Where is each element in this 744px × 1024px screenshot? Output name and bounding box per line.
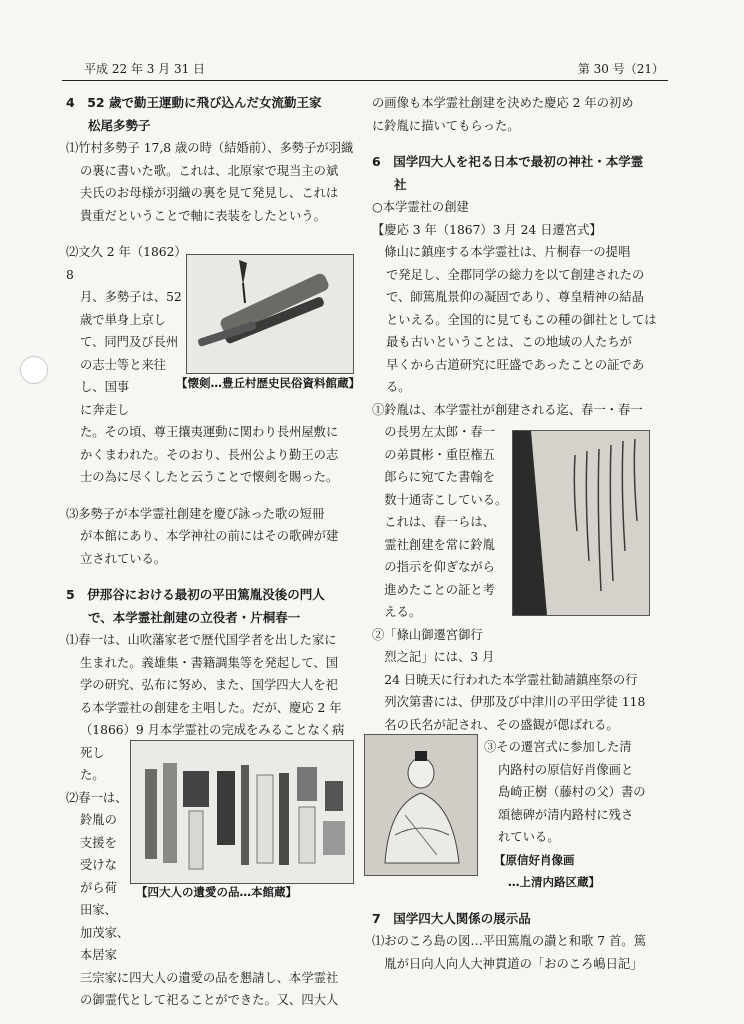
text-line: 加茂家、 — [80, 925, 130, 940]
subheading-creation: ○本学霊社の創建 — [372, 200, 469, 214]
text-line: る本学霊社の創建を主唱した。だが、慶応 2 年 — [80, 700, 342, 715]
paragraph-5 — [66, 787, 136, 967]
text-line: 進めたことの証と考 — [372, 582, 495, 597]
text-line: の弟貫彬・重臣権五 — [372, 447, 495, 462]
text-line: がら荷 — [80, 880, 117, 895]
section-6-subtitle: 社 — [394, 176, 407, 192]
paragraph-top — [372, 92, 672, 137]
text-line: ③その遷宮式に参加した清 — [484, 740, 632, 754]
text-line: の志士等と来往 — [80, 357, 167, 372]
portrait-caption-2: …上清内路区蔵】 — [508, 875, 600, 889]
text-line: 霊社創建を常に鈴胤 — [372, 537, 495, 552]
text-line: て、同門及び長州 — [80, 335, 179, 349]
text-line: に奔走し — [80, 402, 130, 417]
dagger-caption: 【懐剣…豊丘村歴史民俗資料館蔵】 — [176, 376, 360, 390]
paragraph-3 — [66, 503, 356, 571]
text-line: ⑵春一は、 — [66, 790, 128, 805]
text-line: 士の為に尽くしたと云うことで懐剣を賜った。 — [80, 470, 339, 484]
text-line: える。 — [372, 605, 422, 619]
text-line: 三宗家に四大人の遺愛の品を懇請し、本学霊社 — [80, 970, 339, 985]
text-line: れている。 — [498, 830, 560, 844]
text-line: 島崎正樹（藤村の父）書の — [498, 785, 646, 799]
section-4-title: 4 52 歳で勤王運動に飛び込んだ女流勤王家 — [66, 95, 322, 110]
text-line: といえる。全国的に見てもこの種の御社としては — [386, 312, 657, 327]
text-line: ⑴おのころ島の図…平田篤胤の讃と和歌 7 首。篤 — [372, 934, 646, 948]
text-line: 早くから古道研究に旺盛であったことの証であ — [386, 357, 645, 372]
section-5-subtitle: で、本学霊社創建の立役者・片桐春一 — [88, 609, 301, 625]
text-line: に鈴胤に描いてもらった。 — [372, 118, 520, 133]
text-line: の指示を仰ぎながら — [372, 560, 495, 574]
section-5-title: 5 伊那谷における最初の平田篤胤没後の門人 — [66, 587, 325, 602]
text-line: 鈴胤の — [80, 813, 117, 827]
text-line: し、国事 — [80, 380, 130, 394]
text-line: 受けな — [80, 858, 117, 872]
text-line: （1866）9 月本学霊社の完成をみることなく病死し — [80, 723, 345, 760]
text-line: 貴重だということで軸に表装をしたという。 — [80, 208, 326, 223]
subheading-ceremony: 【慶応 3 年（1867）3 月 24 日遷宮式】 — [372, 222, 602, 237]
text-line: 烈之記」には、3 月 — [372, 650, 495, 664]
paragraph-2 — [66, 241, 186, 421]
text-line: 立されている。 — [80, 551, 167, 566]
text-line: ⑴春一は、山吹藩家老で歴代国学者を出した家に — [66, 633, 337, 647]
text-line: 郎らに宛てた書翰を — [372, 470, 495, 484]
text-line: で、師篤胤景仰の凝固であり、尊皇精神の結晶 — [386, 290, 644, 304]
paragraph-8 — [372, 624, 672, 737]
artifacts-caption: 【四大人の遺愛の品…本館蔵】 — [136, 885, 297, 899]
text-line: 数十通寄こしている。 — [372, 492, 508, 507]
section-7-title: 7 国学四大人関係の展示品 — [372, 910, 531, 926]
text-line: 24 日暁天に行われた本学霊社勧請鎮座祭の行 — [372, 672, 638, 687]
text-line: 胤が日向人向人大神貫道の「おのころ嶋日記」 — [372, 956, 643, 971]
paragraph-1 — [66, 137, 356, 227]
text-line: 夫氏のお母様が羽織の裏を見て発見し、これは — [80, 186, 339, 200]
text-line: た。 — [80, 768, 105, 782]
text-line: 歳で単身上京し — [80, 312, 167, 327]
portrait-photo — [364, 734, 478, 876]
section-6-title: 6 国学四大人を祀る日本で最初の神社・本学霊 — [372, 154, 644, 169]
text-line: 名の氏名が記され、その盛観が偲ばれる。 — [372, 717, 619, 732]
text-line: ①鈴胤は、本学霊社が創建される迄、春一・春一 — [372, 402, 643, 417]
text-line: で発足し、全郡同学の総力を以て創建されたの — [386, 267, 645, 282]
letter-photo — [512, 430, 650, 616]
paragraph-10 — [372, 930, 672, 975]
text-line: が本館にあり、本学神社の前にはその歌碑が建 — [80, 529, 339, 543]
text-line: 学の研究、弘布に努め、また、国学四大人を祀 — [80, 678, 338, 692]
text-line: ②「條山御遷宮御行 — [372, 627, 483, 642]
text-line: ⑶多勢子が本学霊社創建を慶び詠った歌の短冊 — [66, 506, 325, 521]
text-line: 田家、 — [80, 903, 117, 917]
header-date: 平成 22 年 3 月 31 日 — [84, 62, 206, 76]
text-line: た。その頃、尊王攘夷運動に関わり長州屋敷に — [80, 425, 339, 439]
text-line: 列次第書には、伊那及び中津川の平田学徒 118 — [372, 695, 646, 709]
paragraph-2-rest — [66, 421, 356, 489]
text-line: の御霊代として祀ることができた。又、四大人 — [80, 993, 339, 1007]
header-issue: 第 30 号（21） — [577, 62, 664, 76]
text-line: 内路村の原信好肖像画と — [498, 762, 634, 777]
text-line: 生まれた。義雄集・書籍調集等を発起して、国 — [80, 655, 338, 670]
text-line: 本居家 — [80, 948, 117, 962]
text-line: 月、多勢子は、52 — [80, 290, 182, 304]
paragraph-6 — [372, 241, 672, 399]
artifacts-photo — [130, 740, 354, 884]
section-4-subtitle: 松尾多勢子 — [88, 117, 151, 133]
text-line: 條山に鎮座する本学霊社は、片桐春一の提唱 — [372, 245, 631, 259]
text-line: 最も古いということは、この地域の人たちが — [386, 335, 632, 349]
text-line: の画像も本学霊社創建を決めた慶応 2 年の初め — [372, 96, 634, 110]
text-line: の長男左太郎・春一 — [372, 425, 495, 439]
binder-hole — [20, 356, 48, 384]
text-line: ⑵文久 2 年（1862）8 — [66, 245, 181, 282]
text-line: 支援を — [80, 835, 117, 850]
text-line: これは、春一らは、 — [372, 515, 495, 529]
text-line: かくまわれた。そのおり、長州公より勤王の志 — [80, 447, 339, 462]
text-line: の裏に書いた歌。これは、北原家で現当主の斌 — [80, 163, 339, 178]
text-line: 頌徳碑が清内路村に残さ — [498, 807, 634, 822]
portrait-caption-1: 【原信好肖像画 — [494, 852, 575, 867]
page-header — [62, 58, 668, 81]
paragraph-5-rest — [66, 967, 356, 1012]
text-line: ⑴竹村多勢子 17,8 歳の時（結婚前）、多勢子が羽織 — [66, 141, 354, 155]
text-line: る。 — [386, 380, 411, 394]
dagger-photo — [186, 254, 354, 374]
